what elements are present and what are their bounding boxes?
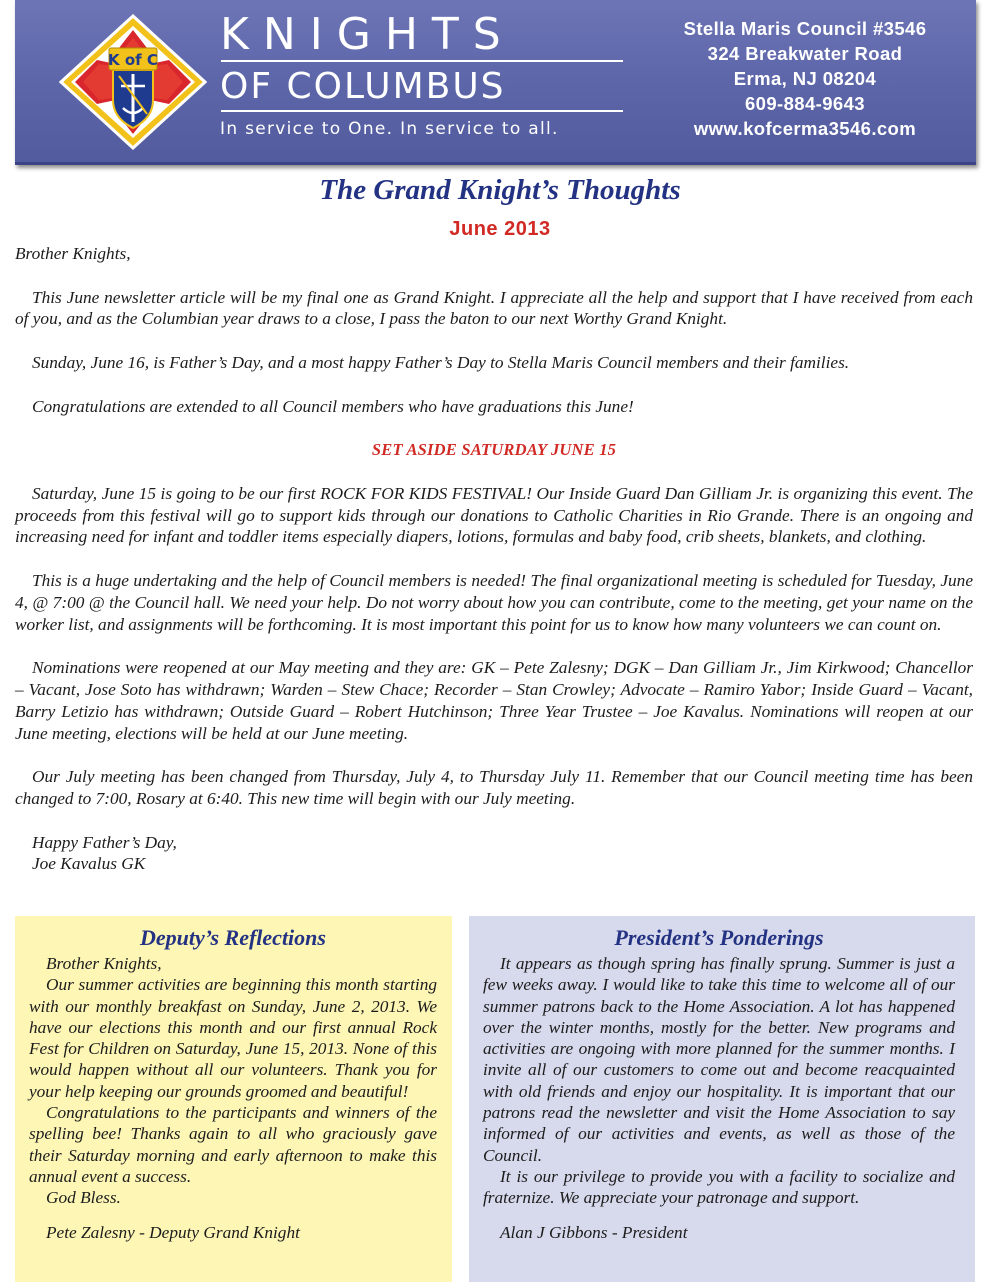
president-signature: Alan J Gibbons - President bbox=[500, 1222, 688, 1242]
banner-divider bbox=[221, 110, 623, 112]
article-paragraph: Nominations were reopened at our May meeting and they are: GK – Pete Zalesny; DGK – Dan Gilliam Jr., Jim Kirkwood; Chancellor – Vacant, Jose Soto has withdrawn; Warden – Stew Chace; Recorder – Stan Crowley; Advocate – Ramiro Yabor; Inside Guard – Vacant, Barry Letizio has withdrawn; Outside Guard – Robert Hutchinson; Three Year Trustee – Joe Kavalus. Nominations will reopen at our June meeting, elections will be held at our June meeting. bbox=[15, 658, 973, 743]
president-body bbox=[483, 953, 955, 1243]
president-paragraph: It appears as though spring has finally sprung. Summer is just a few weeks away. I would like to take this time to welcome all of our summer patrons back to the Home Association. A lot has happened over the winter months, mostly for the better. New programs and activities are ongoing with more planned for the summer months. I invite all of our customers to come out and become reacquainted with old friends and enjoy our hospitality. It is important that our patrons read the newsletter and visit the Home Association to say informed of our activities and events, as well as those of the Council. bbox=[483, 954, 955, 1165]
article-title: The Grand Knight’s Thoughts bbox=[319, 174, 681, 206]
article-date: June 2013 bbox=[449, 218, 551, 240]
council-name: Stella Maris Council #3546 bbox=[683, 18, 927, 39]
article-greeting: Brother Knights, bbox=[15, 244, 131, 263]
council-contact-block bbox=[655, 16, 955, 141]
article-paragraph: Congratulations are extended to all Council members who have graduations this June! bbox=[32, 396, 634, 416]
banner-divider bbox=[221, 60, 623, 62]
article-paragraph: Our July meeting has been changed from Thursday, July 4, to Thursday July 11. Remember that our Council meeting time has been changed to 7:00, Rosary at 6:40. This new time will begin with our July meeting. bbox=[15, 767, 973, 808]
deputy-signature: Pete Zalesny - Deputy Grand Knight bbox=[46, 1222, 300, 1242]
article-paragraph: Sunday, June 16, is Father’s Day, and a most happy Father’s Day to Stella Maris Council members and their families. bbox=[32, 352, 850, 372]
president-title: President’s Ponderings bbox=[614, 925, 824, 950]
president-paragraph: It is our privilege to provide you with a facility to socialize and fraternize. We appreciate your patronage and support. bbox=[483, 1166, 955, 1208]
grand-knight-article bbox=[15, 243, 973, 875]
article-paragraph: Saturday, June 15 is going to be our first ROCK FOR KIDS FESTIVAL! Our Inside Guard Dan Gilliam Jr. is organizing this event. The proceeds from this festival will go to support kids through our donations to Catholic Charities in Rio Grande. There is an ongoing and increasing need for infant and toddler items especially diapers, lotions, formulas and baby food, crib sheets, blankets, and clothing. bbox=[15, 483, 973, 547]
org-name: KNIGHTS bbox=[220, 9, 515, 60]
deputy-reflections-box bbox=[15, 916, 452, 1282]
article-subheading: SET ASIDE SATURDAY JUNE 15 bbox=[371, 440, 617, 460]
org-tagline: In service to One. In service to all. bbox=[220, 119, 559, 139]
knights-of-columbus-emblem bbox=[59, 14, 207, 150]
council-website: www.kofcerma3546.com bbox=[693, 118, 917, 139]
svg-text:K of C: K of C bbox=[108, 51, 158, 69]
deputy-greeting: Brother Knights, bbox=[46, 954, 162, 973]
president-ponderings-box bbox=[469, 916, 975, 1282]
council-street: 324 Breakwater Road bbox=[707, 43, 903, 64]
deputy-paragraph: Congratulations to the participants and winners of the spelling bee! Thanks again to all who graciously gave their Saturday morning and early afternoon to make this annual event a success. bbox=[29, 1103, 437, 1186]
article-closing: Happy Father’s Day, bbox=[32, 832, 177, 852]
org-name-subtitle: OF COLUMBUS bbox=[220, 66, 506, 107]
council-city: Erma, NJ 08204 bbox=[733, 68, 877, 89]
deputy-body bbox=[29, 953, 437, 1243]
council-phone: 609-884-9643 bbox=[744, 93, 865, 114]
deputy-title: Deputy’s Reflections bbox=[140, 925, 326, 950]
deputy-closing: God Bless. bbox=[46, 1188, 121, 1208]
masthead-banner bbox=[15, 0, 976, 165]
article-paragraph: This is a huge undertaking and the help of Council members is needed! The final organizational meeting is scheduled for Tuesday, June 4, @ 7:00 @ the Council hall. We need your help. Do not worry about how you can contribute, come to the meeting, get your name on the worker list, and assignments will be forthcoming. It is most important this point for us to know how many volunteers we can count on. bbox=[15, 570, 973, 634]
article-paragraph: This June newsletter article will be my final one as Grand Knight. I appreciate all the help and support that I have received from each of you, and as the Columbian year draws to a close, I pass the baton to our next Worthy Grand Knight. bbox=[15, 287, 973, 329]
deputy-paragraph: Our summer activities are beginning this month starting with our monthly breakfast on Sunday, June 2, 2013. We have our elections this month and our first annual Rock Fest for Children on Saturday, June 15, 2013. None of this would happen without all our volunteers. Thank you for your help keeping our grounds groomed and beautiful! bbox=[29, 975, 437, 1101]
article-signature: Joe Kavalus GK bbox=[32, 854, 146, 874]
